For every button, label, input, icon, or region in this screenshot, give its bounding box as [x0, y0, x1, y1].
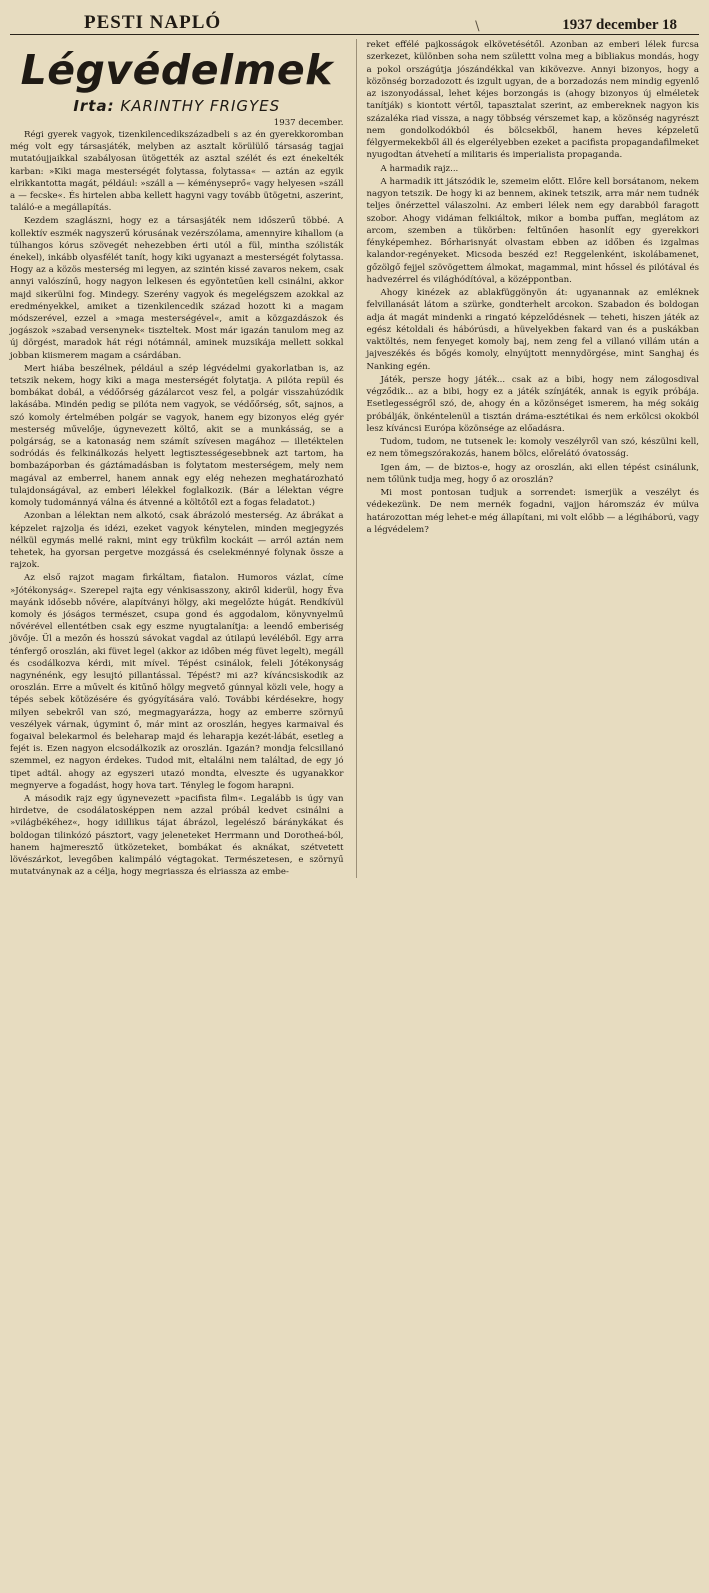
paragraph: Azonban a lélektan nem alkotó, csak ábrázoló mesterség. Az ábrákat a képzelet rajzolja és idézi, ezeket vagyok kénytelen, minden megjegyzés nélkül egymás mellé rakni, mint egy trükfilm kockáit — arról aztán nem tehetek, ha gyorsan pergetve mozgássá és cselekménnyé folynak össze a rajzok.	[10, 511, 344, 571]
paragraph: Mert hiába beszélnek, például a szép légvédelmi gyakorlatban is, az tetszik nekem, hogy kiki a maga mesterségét folytatja. A pilóta repül és bombákat dobál, a védőőrség gázálarcot vesz fel, a polgár visszahúzódik lakásába. Mindén pedig se pilóta nem vagyok, se védőőrség, sőt, sajnos, a szó komoly értelmében polgár se vagyok, hanem egy bizonyos elég gyér mesterség művelője, úgynevezett költő, akit se a munkásság, se a polgárság, se a katonaság nem számít szívesen magához — illetéktelen sodródás és felkinálkozás helyett legtisztességesebbnek azt tartom, ha bombazáporban és gáztámadásban is folytatom mesterségem, mely nem magával az emberrel, hanem annak egy elég nehezen meghatározható tulajdonságával, az emberi lélekkel foglalkozik. (Bár a lélektan végre komoly tudománnyá válna és átvenné a költőtől ezt a fogas feladatot.)	[10, 363, 344, 509]
paragraph: Igen ám, — de biztos-e, hogy az oroszlán, aki ellen tépést csinálunk, nem tőlünk tudja meg, hogy ő az oroszlán?	[366, 462, 699, 485]
paragraph: A harmadik rajz...	[380, 163, 459, 174]
column-right	[356, 39, 700, 878]
paragraph: Kezdem szaglászni, hogy ez a társasjáték nem időszerű többé. A kollektív eszmék nagyszerű kórusának vezérszólama, amennyire kihallom (a túlhangos kórus szövegét nehezebben érti utól a fül, mintha szólisták énekel), inkább olyasfélét tanít, hogy kiki ugyanazt a mesterségét folytassa. Hogy az a közös mesterség mi legyen, az szintén kissé zavaros nekem, csak annyi valószínű, hogy nagyon lelkesen és egyöntetűen kell csinálni, akkor majd sikerülni fog. Mindegy. Szerény vagyok és megelégszem azokkal az eredményekkel, amiket a tizenkilencedik század hozott ki a magam módszerével, ezzel a »maga mesterségével«, amit a közgazdászok és jogászok »szabad versenynek« tiszteltek. Most már igazán tanulom meg az új dörgést, maradok hát régi nótámnál, aminek muzsikája mellett sokkal jobban kiismerem magam a csárdában.	[10, 216, 344, 361]
article-headline: Légvédelmek	[20, 46, 333, 94]
paragraph: A második rajz egy úgynevezett »pacifista film«. Legalább is úgy van hirdetve, de csodálatosképpen nem azzal próbál kedvet csinálni a »világbékéhez«, hogy idillikus tájat ábrázol, legelésző báránykákat és boldogan tilinkózó pásztort, vagy jeleneteket Herrmann und Dorotheá-ból, hanem hajmeresztő ütközeteket, bombákat és aknákat, szétvetett lövészárkot, levegőben kalimpáló végtagokat. Természetesen, e szörnyű mutatványnak az a célja, hogy megriassza és elriassza az embe-	[10, 793, 344, 878]
paragraph: Mi most pontosan tudjuk a sorrendet: ismerjük a veszélyt és védekezünk. De nem mernék fogadni, vajjon háromszáz év múlva határozottan még lehet-e még állapítani, mi volt előbb — a légiháború, vagy a légvédelem?	[366, 488, 699, 535]
byline-label: Irta:	[73, 97, 115, 115]
issue-date: 1937 december 18	[562, 17, 677, 33]
author-name: KARINTHY FRIGYES	[120, 97, 281, 115]
paragraph: A harmadik itt játszódik le, szemeim előtt. Előre kell borsátanom, nekem nagyon tetszik. De hogy ki az bennem, akinek tetszik, arra már nem tudnék teljes önérzettel válaszolni. Az emberi lélek nem egy darabból faragott szobor. Ahogy vidáman felkiáltok, mikor a bomba puffan, meglátom az arcom, szemben a tükörben: feltűnően hasonlít egy gyerekkori fényképemhez. Bőrharisnyát olvastam ebben az időben és izgalmas kalandor-regényeket. Micsoda beszéd ez! Reggelenként, iskolábamenet, gőzölgő fejjel szövögettem álmokat, magammal, mint hőssel és pilótával és hadvezérrel és világhódítóval, a középpontban.	[366, 176, 699, 285]
article-columns	[10, 39, 699, 878]
paragraph: Játék, persze hogy játék... csak az a bibi, hogy nem zálogosdival végződik... az a bibi, hogy ez a játék színjáték, annak is egyik próbája. Esetlegességről szó, de, ahogy én a közönséget ismerem, ha még sokáig próbálják, önkéntelenül a tisztán dráma-esztétikai és nem erkölcsi okokból lesz kíváncsi Európa közönsége az előadásra.	[366, 374, 699, 434]
stray-mark: \	[475, 19, 480, 34]
masthead	[10, 6, 699, 35]
dateline: 1937 december.	[273, 118, 344, 128]
paragraph: Az első rajzot magam firkáltam, fiatalon. Humoros vázlat, címe »Jótékonyság«. Szerepel rajta egy vénkisasszony, akiről kiderül, hogy Éva mayánk idősebb nővére, alapítványi hölgy, aki megelőzte húgát. Rendkívül komoly és jóságos természet, csupa gond és aggodalom, könyvnyelmű nővérével ellentétben csak egy eszme nyugtalanítja: a leendő emberiség jövője. Ül a mezőn és hosszú sávokat vagdal az útilapú levéléből. Egy arra ténfergő oroszlán, aki füvet legel (akkor az időben még füvet legelt), megáll és csodálkozva kérdi, mit mível. Tépést csinálok, feleli Jótékonyság nagynénénk, egy lesujtó pillantással. Tépést? mi az? kíváncsiskodik az oroszlán. Erre a művelt és kitűnő hölgy megvető gúnnyal közli vele, hogy a tépés sebek kötözésére és gyógyítására való. További kérdésekre, hogy milyen sebekről van szó, megmagyarázza, hogy az emberre szörnyű veszélyek várnak, úgymint ő, már mint az oroszlán, hegyes karmaival és fogaival belekarmol és beleharap majd és leharapja kezét-lábát, esetleg a fejét is. Ezen nagyon elcsodálkozik az oroszlán. Igazán? mondja felcsillanó szemmel, ez nagyon érdekes. Tudod mit, eltalálni nem találtad, de egy jó tipet adtál. ahogy az egyszeri utazó mondta, elveszte és ugyanakkor megnyerve a fogadást, hogy hova tart. Tényleg le fogom harapni.	[10, 573, 344, 791]
column-left	[10, 39, 344, 878]
paragraph: Ahogy kinézek az ablakfüggönyön át: ugyanannak az emléknek felvillanását látom a szürke, gondterhelt arcokon. Szabadon és boldogan adja át magát mindenki a ringató képzelődésnek — teheti, hiszen játék az egész kétoldali és hábórúsdi, a hüvelyekben fakard van és a puskákban vaktöltés, nem fenyeget komoly baj, nem zeng fel a villanó villám után a jajveszékés és bőgés komoly, elnyújtott mennydörgése, mint Sanghaj és Nanking egén.	[366, 288, 699, 372]
paragraph: reket effélé pajkosságok elkövetésétől. Azonban az emberi lélek furcsa szerkezet, különben soha nem születtt volna meg a bibliakus mondás, hogy a pokol országútja jószándékkal van kikövezve. Annyi bizonyos, hogy a közönség borzadozott és izgult ugyan, de a borzadozás nem mindig egyenlő az iszonyodással, lehet kéjes borzongás is (ahogy bizonyos új elméletek tanítják) s kiontott vértől, tapasztalat szerint, az embereknek nagyon kis százaléka riad vissza, a nagy többség vérszemet kap, a közönség nagyrészt nem gondolkodókból és bölcsekből, hanem heves képzeletű félgyermekekből áll és elgerélyebben ezeket a pacifista propagandafilmeket nyugodtan átvehetí a militaris és imperialista propaganda.	[366, 40, 699, 161]
paragraph: Régi gyerek vagyok, tizenkilencedikszázadbeli s az én gyerekkoromban még volt egy társasjáték, melyben az asztalt körülülő társaság tagjai mutatóujjaikkal szabályosan ütögették az asztal szélét és ezt énekelték karban: »Kiki maga mesterségét folytassa, folytassa« — aztán az egyik elrikkantotta magát, például: »száll a — kéményseprő« vagy helyesen »száll a — fecske«. És hirtelen abba kellett hagyni vagy tovább ütögetni, aszerint, találó-e a megállapítás.	[10, 130, 344, 214]
newspaper-title: PESTI NAPLÓ	[84, 12, 222, 33]
paragraph: Tudom, tudom, ne tutsenek le: komoly veszélyről van szó, készülni kell, ez nem tömegszórakozás, hanem bölcs, előrelátó óvatosság.	[366, 437, 699, 460]
